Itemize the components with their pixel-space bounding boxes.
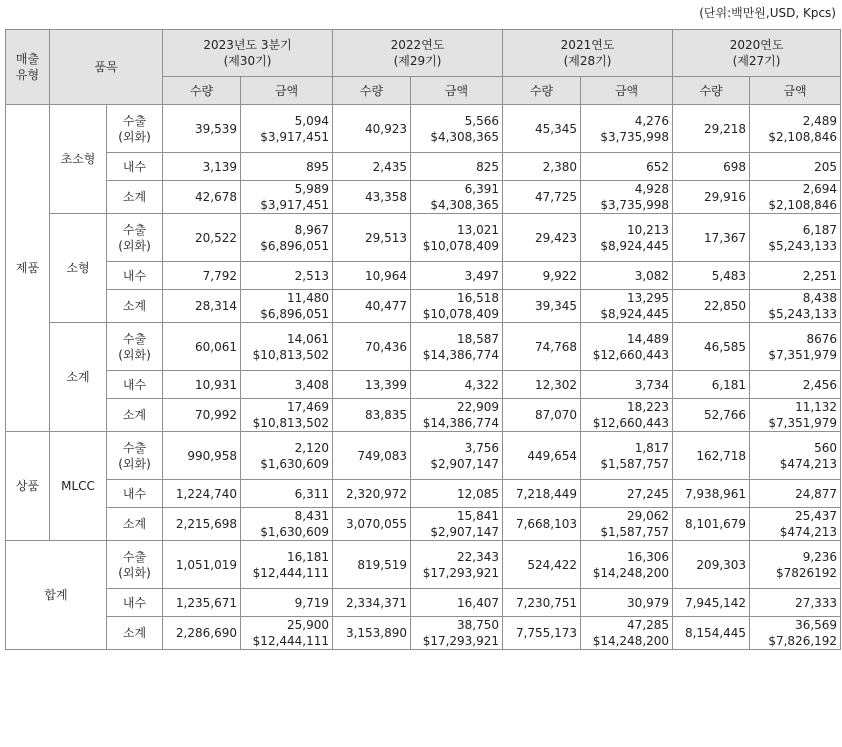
amount-cell-line: $6,896,051	[260, 307, 330, 321]
header-row-periods	[6, 30, 841, 77]
qty-cell: 29,423	[503, 214, 581, 262]
amount-cell-line: $10,813,502	[252, 347, 330, 362]
header-sales-type: 매출 유형	[6, 30, 50, 105]
amount-cell-line: 652	[646, 159, 670, 174]
qty-cell: 13,399	[333, 371, 411, 399]
amount-cell	[411, 480, 503, 508]
row-label-cell	[107, 181, 163, 214]
amount-cell	[241, 508, 333, 541]
qty-cell: 3,070,055	[333, 508, 411, 541]
amount-cell	[241, 371, 333, 399]
sales-table	[5, 29, 841, 650]
qty-cell: 70,436	[333, 323, 411, 371]
amount-cell-line: 17,469	[287, 400, 330, 414]
amount-cell-line: 27,333	[795, 595, 838, 610]
row-label-cell	[107, 214, 163, 262]
row-label-cell-line: (외화)	[118, 129, 151, 144]
row-label-cell	[107, 371, 163, 399]
qty-cell: 7,792	[163, 262, 241, 290]
amount-cell	[750, 541, 841, 589]
amount-cell-line: 22,343	[457, 549, 500, 564]
amount-cell-line: $12,660,443	[592, 416, 670, 430]
amount-cell	[241, 153, 333, 181]
sales-type-cell: 상품	[6, 432, 50, 541]
item-name-cell: MLCC	[50, 432, 107, 541]
qty-cell: 698	[673, 153, 750, 181]
amount-cell-line: 5,989	[294, 182, 330, 196]
amount-cell	[411, 371, 503, 399]
header-amount: 금액	[581, 77, 673, 105]
qty-cell: 22,850	[673, 290, 750, 323]
amount-cell	[581, 323, 673, 371]
amount-cell-line: 8,967	[294, 222, 330, 237]
header-qty: 수량	[503, 77, 581, 105]
amount-cell-line: $10,813,502	[252, 416, 330, 430]
row-label-cell	[107, 105, 163, 153]
qty-cell: 7,668,103	[503, 508, 581, 541]
row-label-cell	[107, 323, 163, 371]
qty-cell: 74,768	[503, 323, 581, 371]
amount-cell-line: 14,489	[627, 331, 670, 346]
amount-cell-line: 13,021	[457, 222, 500, 237]
amount-cell-line: 8,431	[294, 509, 330, 523]
qty-cell: 8,101,679	[673, 508, 750, 541]
qty-cell: 17,367	[673, 214, 750, 262]
amount-cell	[581, 371, 673, 399]
qty-cell: 20,522	[163, 214, 241, 262]
amount-cell	[581, 181, 673, 214]
table-row	[6, 399, 841, 432]
table-row	[6, 541, 841, 589]
amount-cell	[581, 480, 673, 508]
header-period: 2022연도 (제29기)	[333, 30, 503, 77]
amount-cell-line: 16,518	[457, 291, 500, 305]
row-label-cell	[107, 153, 163, 181]
qty-cell: 45,345	[503, 105, 581, 153]
row-label-cell	[107, 262, 163, 290]
amount-cell-line: 10,213	[627, 222, 670, 237]
item-name-cell: 소계	[50, 323, 107, 432]
qty-cell: 28,314	[163, 290, 241, 323]
qty-cell: 449,654	[503, 432, 581, 480]
qty-cell: 39,345	[503, 290, 581, 323]
amount-cell-line: 16,306	[627, 549, 670, 564]
amount-cell-line: 18,587	[457, 331, 500, 346]
row-label-cell-line: (외화)	[118, 347, 151, 362]
amount-cell-line: 3,497	[464, 268, 500, 283]
amount-cell-line: $2,907,147	[430, 456, 500, 471]
amount-cell	[241, 262, 333, 290]
row-label-cell	[107, 617, 163, 650]
qty-cell: 749,083	[333, 432, 411, 480]
header-item: 품목	[50, 30, 163, 105]
header-qty: 수량	[333, 77, 411, 105]
qty-cell: 1,224,740	[163, 480, 241, 508]
amount-cell-line: $14,386,774	[422, 416, 500, 430]
amount-cell	[411, 541, 503, 589]
amount-cell	[750, 262, 841, 290]
amount-cell-line: $474,213	[779, 525, 838, 539]
amount-cell-line: $12,444,111	[252, 565, 330, 580]
amount-cell	[750, 153, 841, 181]
amount-cell	[581, 214, 673, 262]
amount-cell-line: $7826192	[775, 565, 838, 580]
amount-cell	[241, 214, 333, 262]
amount-cell-line: $6,896,051	[260, 238, 330, 253]
qty-cell: 60,061	[163, 323, 241, 371]
amount-cell	[581, 508, 673, 541]
amount-cell-line: 29,062	[627, 509, 670, 523]
qty-cell: 12,302	[503, 371, 581, 399]
amount-cell-line: $1,630,609	[260, 456, 330, 471]
amount-cell-line: $10,078,409	[422, 238, 500, 253]
header-qty: 수량	[673, 77, 750, 105]
amount-cell-line: $8,924,445	[600, 307, 670, 321]
amount-cell-line: 825	[476, 159, 500, 174]
amount-cell	[750, 432, 841, 480]
amount-cell	[411, 105, 503, 153]
row-label-cell	[107, 432, 163, 480]
qty-cell: 2,334,371	[333, 589, 411, 617]
amount-cell	[411, 617, 503, 650]
amount-cell-line: $3,735,998	[600, 129, 670, 144]
amount-cell	[411, 214, 503, 262]
amount-cell	[581, 153, 673, 181]
amount-cell-line: 6,391	[464, 182, 500, 196]
row-label-cell-line: 수출	[122, 549, 147, 564]
amount-cell-line: 25,900	[287, 618, 330, 632]
amount-cell-line: 4,276	[634, 113, 670, 128]
table-row	[6, 508, 841, 541]
amount-cell-line: 47,285	[627, 618, 670, 632]
qty-cell: 819,519	[333, 541, 411, 589]
qty-cell: 162,718	[673, 432, 750, 480]
row-label-cell-line: 내수	[122, 159, 147, 174]
row-label-cell-line: 소계	[122, 517, 147, 531]
table-row	[6, 323, 841, 371]
amount-cell-line: 4,928	[634, 182, 670, 196]
amount-cell	[750, 480, 841, 508]
amount-cell-line: 2,251	[802, 268, 838, 283]
qty-cell: 83,835	[333, 399, 411, 432]
qty-cell: 6,181	[673, 371, 750, 399]
amount-cell-line: 1,817	[634, 440, 670, 455]
amount-cell	[241, 432, 333, 480]
amount-cell	[241, 105, 333, 153]
amount-cell	[750, 399, 841, 432]
qty-cell: 40,923	[333, 105, 411, 153]
amount-cell-line: 27,245	[627, 486, 670, 501]
amount-cell-line: 6,187	[802, 222, 838, 237]
amount-cell-line: $1,587,757	[600, 456, 670, 471]
amount-cell-line: $10,078,409	[422, 307, 500, 321]
header-amount: 금액	[411, 77, 503, 105]
amount-cell-line: 5,566	[464, 113, 500, 128]
qty-cell: 3,139	[163, 153, 241, 181]
amount-cell	[750, 323, 841, 371]
amount-cell	[241, 290, 333, 323]
qty-cell: 10,931	[163, 371, 241, 399]
amount-cell	[750, 508, 841, 541]
amount-cell-line: 12,085	[457, 486, 500, 501]
table-body	[6, 30, 841, 650]
amount-cell-line: 5,094	[294, 113, 330, 128]
amount-cell-line: $5,243,133	[768, 238, 838, 253]
amount-cell	[411, 262, 503, 290]
qty-cell: 46,585	[673, 323, 750, 371]
qty-cell: 1,051,019	[163, 541, 241, 589]
qty-cell: 42,678	[163, 181, 241, 214]
table-row	[6, 105, 841, 153]
amount-cell	[581, 617, 673, 650]
amount-cell	[411, 508, 503, 541]
header-amount: 금액	[750, 77, 841, 105]
amount-cell-line: $5,243,133	[768, 307, 838, 321]
amount-cell	[241, 589, 333, 617]
amount-cell	[411, 153, 503, 181]
qty-cell: 2,286,690	[163, 617, 241, 650]
amount-cell	[411, 323, 503, 371]
amount-cell-line: 4,322	[464, 377, 500, 392]
qty-cell: 29,513	[333, 214, 411, 262]
amount-cell-line: 24,877	[795, 486, 838, 501]
amount-cell-line: 205	[814, 159, 838, 174]
row-label-cell	[107, 541, 163, 589]
row-label-cell-line: 소계	[122, 408, 147, 422]
amount-cell	[750, 617, 841, 650]
header-period: 2023년도 3분기 (제30기)	[163, 30, 333, 77]
amount-cell-line: $474,213	[779, 456, 838, 471]
amount-cell-line: $4,308,365	[430, 129, 500, 144]
table-row	[6, 617, 841, 650]
amount-cell-line: 38,750	[457, 618, 500, 632]
amount-cell	[411, 290, 503, 323]
amount-cell-line: 16,181	[287, 549, 330, 564]
row-label-cell	[107, 508, 163, 541]
qty-cell: 70,992	[163, 399, 241, 432]
header-qty: 수량	[163, 77, 241, 105]
item-name-cell: 초소형	[50, 105, 107, 214]
qty-cell: 29,916	[673, 181, 750, 214]
amount-cell	[581, 290, 673, 323]
qty-cell: 5,483	[673, 262, 750, 290]
amount-cell-line: $17,293,921	[422, 634, 500, 648]
amount-cell-line: $14,248,200	[592, 634, 670, 648]
qty-cell: 7,945,142	[673, 589, 750, 617]
header-period: 2021연도 (제28기)	[503, 30, 673, 77]
header-period: 2020연도 (제27기)	[673, 30, 841, 77]
qty-cell: 29,218	[673, 105, 750, 153]
row-label-cell-line: 수출	[122, 440, 147, 455]
amount-cell	[750, 371, 841, 399]
amount-cell	[581, 589, 673, 617]
amount-cell	[581, 541, 673, 589]
amount-cell-line: $7,351,979	[768, 347, 838, 362]
amount-cell-line: $2,108,846	[768, 198, 838, 212]
table-row	[6, 181, 841, 214]
amount-cell-line: 11,132	[795, 400, 838, 414]
amount-cell	[750, 105, 841, 153]
sales-type-cell: 합계	[6, 541, 107, 650]
amount-cell-line: $17,293,921	[422, 565, 500, 580]
amount-cell-line: 2,456	[802, 377, 838, 392]
amount-cell-line: $7,826,192	[768, 634, 838, 648]
row-label-cell-line: 내수	[122, 486, 147, 501]
row-label-cell-line: 내수	[122, 268, 147, 283]
amount-cell-line: 30,979	[627, 595, 670, 610]
amount-cell	[241, 617, 333, 650]
row-label-cell-line: 내수	[122, 377, 147, 392]
amount-cell	[411, 432, 503, 480]
amount-cell	[241, 323, 333, 371]
qty-cell: 990,958	[163, 432, 241, 480]
qty-cell: 209,303	[673, 541, 750, 589]
amount-cell	[411, 181, 503, 214]
amount-cell	[411, 589, 503, 617]
amount-cell-line: 9,719	[294, 595, 330, 610]
row-label-cell-line: 내수	[122, 595, 147, 610]
qty-cell: 2,435	[333, 153, 411, 181]
amount-cell-line: 15,841	[457, 509, 500, 523]
row-label-cell-line: 수출	[122, 113, 147, 128]
row-label-cell	[107, 480, 163, 508]
amount-cell	[241, 181, 333, 214]
amount-cell	[750, 214, 841, 262]
qty-cell: 7,938,961	[673, 480, 750, 508]
amount-cell	[581, 105, 673, 153]
qty-cell: 7,218,449	[503, 480, 581, 508]
amount-cell	[241, 399, 333, 432]
row-label-cell-line: (외화)	[118, 565, 151, 580]
amount-cell-line: $3,917,451	[260, 198, 330, 212]
amount-cell-line: $1,630,609	[260, 525, 330, 539]
row-label-cell-line: 소계	[122, 626, 147, 640]
qty-cell: 2,215,698	[163, 508, 241, 541]
amount-cell-line: $1,587,757	[600, 525, 670, 539]
table-row	[6, 371, 841, 399]
amount-cell-line: 14,061	[287, 331, 330, 346]
amount-cell-line: 13,295	[627, 291, 670, 305]
qty-cell: 3,153,890	[333, 617, 411, 650]
qty-cell: 524,422	[503, 541, 581, 589]
amount-cell-line: $12,444,111	[252, 634, 330, 648]
header-amount: 금액	[241, 77, 333, 105]
qty-cell: 10,964	[333, 262, 411, 290]
amount-cell-line: 3,408	[294, 377, 330, 392]
amount-cell	[750, 290, 841, 323]
table-row	[6, 290, 841, 323]
qty-cell: 8,154,445	[673, 617, 750, 650]
amount-cell-line: 11,480	[287, 291, 330, 305]
amount-cell-line: 18,223	[627, 400, 670, 414]
row-label-cell	[107, 589, 163, 617]
row-label-cell-line: (외화)	[118, 456, 151, 471]
item-name-cell: 소형	[50, 214, 107, 323]
amount-cell-line: $7,351,979	[768, 416, 838, 430]
qty-cell: 40,477	[333, 290, 411, 323]
qty-cell: 9,922	[503, 262, 581, 290]
amount-cell-line: 36,569	[795, 618, 838, 632]
unit-note: (단위:백만원,USD, Kpcs)	[699, 6, 836, 20]
qty-cell: 87,070	[503, 399, 581, 432]
amount-cell	[750, 589, 841, 617]
amount-cell	[241, 480, 333, 508]
amount-cell	[581, 399, 673, 432]
amount-cell-line: $2,108,846	[768, 129, 838, 144]
table-row	[6, 589, 841, 617]
amount-cell-line: 9,236	[802, 549, 838, 564]
amount-cell-line: $14,248,200	[592, 565, 670, 580]
amount-cell-line: $3,917,451	[260, 129, 330, 144]
qty-cell: 39,539	[163, 105, 241, 153]
amount-cell	[750, 181, 841, 214]
qty-cell: 2,380	[503, 153, 581, 181]
amount-cell-line: 16,407	[457, 595, 500, 610]
amount-cell	[581, 432, 673, 480]
table-row	[6, 480, 841, 508]
amount-cell-line: 22,909	[457, 400, 500, 414]
qty-cell: 1,235,671	[163, 589, 241, 617]
sales-type-cell: 제품	[6, 105, 50, 432]
qty-cell: 2,320,972	[333, 480, 411, 508]
table-row	[6, 214, 841, 262]
amount-cell	[411, 399, 503, 432]
row-label-cell-line: 수출	[122, 331, 147, 346]
amount-cell-line: $14,386,774	[422, 347, 500, 362]
amount-cell-line: 3,082	[634, 268, 670, 283]
amount-cell-line: 2,120	[294, 440, 330, 455]
table-row	[6, 262, 841, 290]
table-row	[6, 153, 841, 181]
amount-cell-line: 8676	[806, 331, 838, 346]
row-label-cell-line: 수출	[122, 222, 147, 237]
amount-cell-line: 2,513	[294, 268, 330, 283]
row-label-cell	[107, 399, 163, 432]
amount-cell-line: 8,438	[802, 291, 838, 305]
qty-cell: 7,755,173	[503, 617, 581, 650]
amount-cell-line: 895	[306, 159, 330, 174]
amount-cell-line: $4,308,365	[430, 198, 500, 212]
amount-cell-line: $3,735,998	[600, 198, 670, 212]
qty-cell: 52,766	[673, 399, 750, 432]
amount-cell-line: $2,907,147	[430, 525, 500, 539]
amount-cell-line: 3,756	[464, 440, 500, 455]
amount-cell-line: 2,694	[802, 182, 838, 196]
table-row	[6, 432, 841, 480]
amount-cell	[581, 262, 673, 290]
amount-cell	[241, 541, 333, 589]
row-label-cell-line: 소계	[122, 299, 147, 313]
amount-cell-line: 560	[814, 440, 838, 455]
amount-cell-line: $12,660,443	[592, 347, 670, 362]
row-label-cell	[107, 290, 163, 323]
row-label-cell-line: 소계	[122, 190, 147, 204]
amount-cell-line: 25,437	[795, 509, 838, 523]
row-label-cell-line: (외화)	[118, 238, 151, 253]
qty-cell: 43,358	[333, 181, 411, 214]
amount-cell-line: $8,924,445	[600, 238, 670, 253]
amount-cell-line: 6,311	[294, 486, 330, 501]
qty-cell: 7,230,751	[503, 589, 581, 617]
qty-cell: 47,725	[503, 181, 581, 214]
amount-cell-line: 2,489	[802, 113, 838, 128]
amount-cell-line: 3,734	[634, 377, 670, 392]
